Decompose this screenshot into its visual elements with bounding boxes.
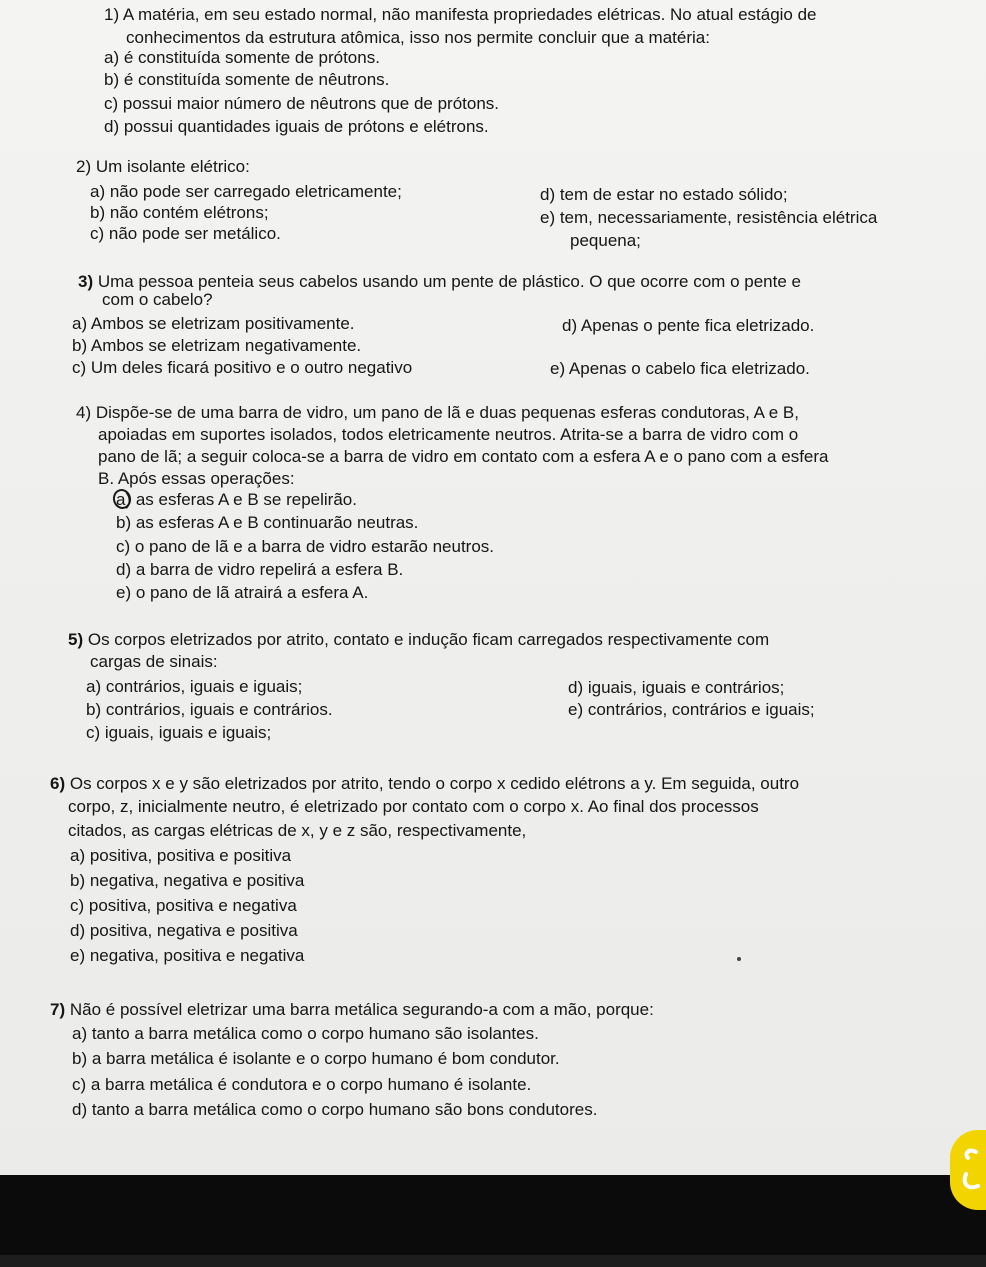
q3-option-b: b) Ambos se eletrizam negativamente. — [72, 336, 362, 355]
q6-option-a: a) positiva, positiva e positiva — [70, 846, 292, 865]
q1-option-b: b) é constituída somente de nêutrons. — [104, 70, 390, 89]
q3-option-d: d) Apenas o pente fica eletrizado. — [562, 316, 815, 335]
q6-stem-line-3: citados, as cargas elétricas de x, y e z são, respectivamente, — [68, 821, 527, 840]
q5-number: 5) — [68, 630, 84, 649]
q7-option-a: a) tanto a barra metálica como o corpo humano são isolantes. — [72, 1024, 539, 1043]
q6-option-e: e) negativa, positiva e negativa — [70, 946, 305, 965]
bottom-strip — [0, 1255, 986, 1267]
q2-stem: 2) Um isolante elétrico: — [76, 157, 250, 176]
q1-option-a: a) é constituída somente de prótons. — [104, 48, 380, 67]
q7-option-d: d) tanto a barra metálica como o corpo humano são bons condutores. — [72, 1100, 598, 1119]
q4-option-c: c) o pano de lã e a barra de vidro estarão neutros. — [116, 537, 495, 556]
q4-stem-line-1: 4) Dispõe-se de uma barra de vidro, um pano de lã e duas pequenas esferas condutoras, A e B, — [76, 403, 799, 422]
q4-stem-line-4: B. Após essas operações: — [98, 469, 295, 488]
q1-stem-line-2: conhecimentos da estrutura atômica, isso nos permite concluir que a matéria: — [126, 28, 710, 47]
q7-number: 7) — [50, 1000, 66, 1019]
q5-stem-line-1 — [68, 630, 769, 650]
q3-option-a: a) Ambos se eletrizam positivamente. — [72, 314, 355, 333]
q5-stem-text: Os corpos eletrizados por atrito, contato e indução ficam carregados respectivamente com — [87, 630, 770, 649]
q4-option-e: e) o pano de lã atrairá a esfera A. — [116, 583, 369, 602]
q2-option-e-cont: pequena; — [570, 231, 641, 250]
q6-stem-line-1 — [50, 774, 799, 794]
q5-stem-line-2: cargas de sinais: — [90, 652, 218, 671]
q5-option-b: b) contrários, iguais e contrários. — [86, 700, 333, 719]
quote-handle-icon — [958, 1144, 982, 1196]
q4-stem-line-2: apoiadas em suportes isolados, todos eletricamente neutros. Atrita-se a barra de vidro com o — [98, 425, 799, 444]
q7-option-b: b) a barra metálica é isolante e o corpo humano é bom condutor. — [72, 1049, 560, 1068]
q5-option-c: c) iguais, iguais e iguais; — [86, 723, 272, 742]
q6-number: 6) — [50, 774, 66, 793]
q3-stem-text: Uma pessoa penteia seus cabelos usando um pente de plástico. O que ocorre com o pente e — [97, 272, 801, 291]
q5-option-d: d) iguais, iguais e contrários; — [568, 678, 785, 697]
q7-option-c: c) a barra metálica é condutora e o corpo humano é isolante. — [72, 1075, 532, 1094]
q2-option-a: a) não pode ser carregado eletricamente; — [90, 182, 402, 201]
q4-stem-line-3: pano de lã; a seguir coloca-se a barra de vidro em contato com a esfera A e o pano com a esfera — [98, 447, 829, 466]
q3-option-e: e) Apenas o cabelo fica eletrizado. — [550, 359, 810, 378]
q4-option-d: d) a barra de vidro repelirá a esfera B. — [116, 560, 404, 579]
q3-stem-line-1 — [78, 272, 801, 292]
q6-option-b: b) negativa, negativa e positiva — [70, 871, 305, 890]
q1-option-c: c) possui maior número de nêutrons que de prótons. — [104, 94, 500, 113]
q3-number: 3) — [78, 272, 94, 291]
q2-option-e: e) tem, necessariamente, resistência elétrica — [540, 208, 878, 227]
q2-option-d: d) tem de estar no estado sólido; — [540, 185, 788, 204]
q1-option-d: d) possui quantidades iguais de prótons e elétrons. — [104, 117, 489, 136]
q5-option-a: a) contrários, iguais e iguais; — [86, 677, 303, 696]
q5-option-e: e) contrários, contrários e iguais; — [568, 700, 815, 719]
q4-option-b: b) as esferas A e B continuarão neutras. — [116, 513, 419, 532]
q1-stem-line-1: 1) A matéria, em seu estado normal, não manifesta propriedades elétricas. No atual estágio de — [104, 5, 817, 24]
q7-stem — [50, 1000, 654, 1020]
q7-stem-text: Não é possível eletrizar uma barra metálica segurando-a com a mão, porque: — [69, 1000, 654, 1019]
q2-option-c: c) não pode ser metálico. — [90, 224, 281, 243]
edge-panel-handle[interactable] — [950, 1130, 986, 1210]
q6-stem-line-2: corpo, z, inicialmente neutro, é eletrizado por contato com o corpo x. Ao final dos processos — [68, 797, 759, 816]
q3-stem-line-2: com o cabelo? — [102, 290, 213, 309]
pen-dot-mark — [737, 957, 741, 961]
q4-option-a: a) as esferas A e B se repelirão. — [116, 490, 357, 509]
q3-option-c: c) Um deles ficará positivo e o outro negativo — [72, 358, 413, 377]
q6-option-d: d) positiva, negativa e positiva — [70, 921, 298, 940]
q6-option-c: c) positiva, positiva e negativa — [70, 896, 297, 915]
q2-option-b: b) não contém elétrons; — [90, 203, 269, 222]
bottom-black-bar — [0, 1175, 986, 1267]
q6-stem-text: Os corpos x e y são eletrizados por atrito, tendo o corpo x cedido elétrons a y. Em seguida, outro — [69, 774, 800, 793]
